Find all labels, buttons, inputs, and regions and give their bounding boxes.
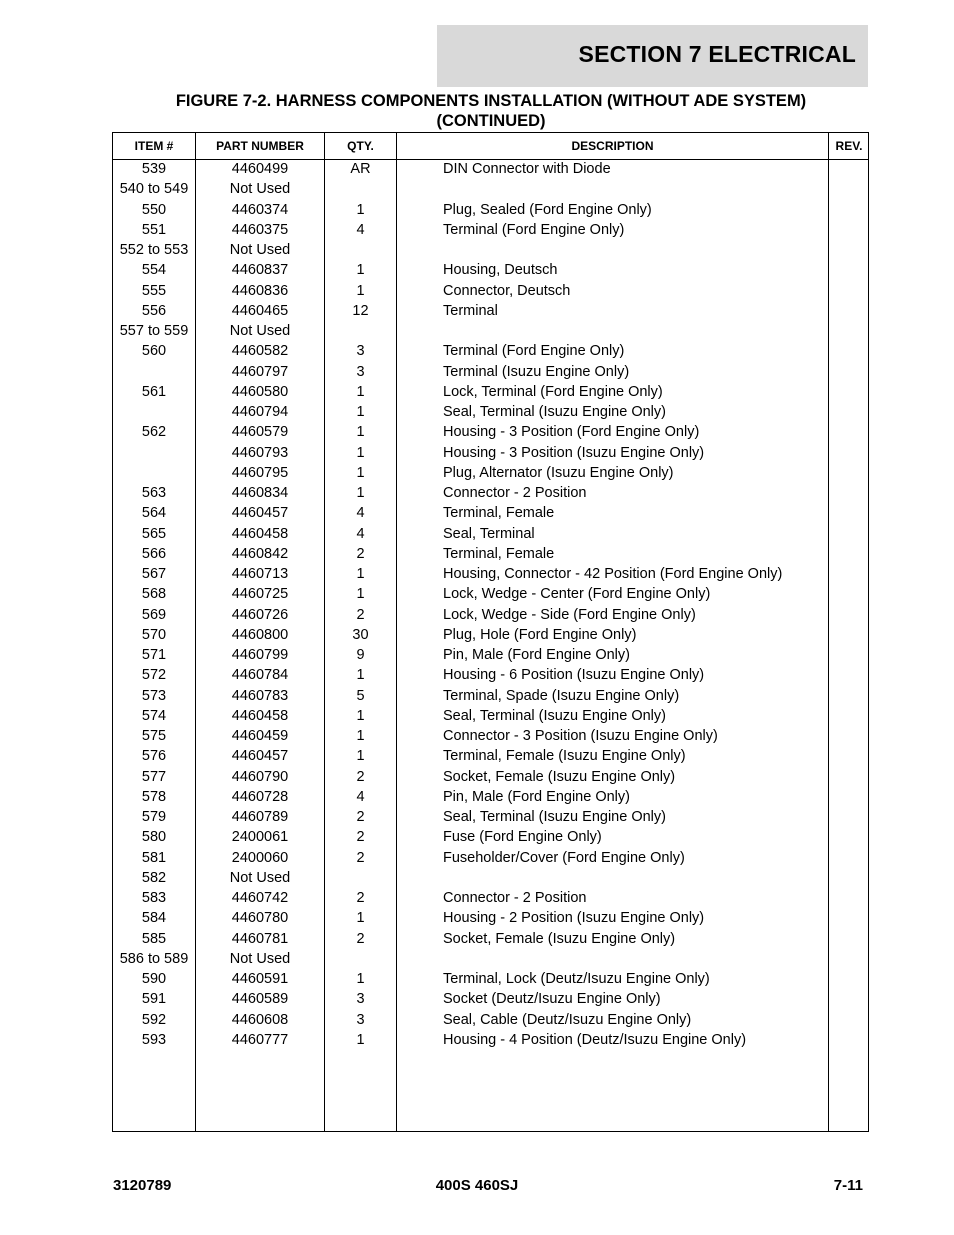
parts-table: [112, 132, 869, 1132]
table-row: [113, 787, 868, 807]
cell-item: 591: [141, 991, 167, 1008]
cell-qty: 2: [356, 890, 365, 906]
cell-item: 585: [141, 930, 167, 947]
cell-item: 576: [141, 748, 167, 765]
cell-item: 586 to 589: [119, 950, 189, 967]
table-row: [113, 665, 868, 685]
table-row: [113, 848, 868, 868]
cell-description: Housing, Deutsch: [443, 262, 558, 279]
cell-description: Socket (Deutz/Isuzu Engine Only): [443, 991, 661, 1008]
cell-qty: 3: [356, 991, 365, 1008]
cell-part-number: 4460837: [231, 262, 289, 279]
cell-description: Fuse (Ford Engine Only): [443, 829, 602, 846]
cell-description: Seal, Terminal: [443, 525, 535, 542]
cell-part-number: 4460725: [231, 586, 289, 603]
cell-description: Plug, Sealed (Ford Engine Only): [443, 201, 652, 218]
cell-item: 551: [141, 221, 167, 238]
footer-document-number: 3120789: [113, 1177, 172, 1194]
cell-qty: 4: [356, 525, 365, 542]
cell-item: 575: [141, 728, 167, 744]
table-row: [113, 382, 868, 402]
cell-item: 560: [141, 343, 167, 360]
cell-item: 540 to 549: [119, 181, 189, 198]
cell-item: 556: [141, 302, 167, 319]
cell-description: Lock, Wedge - Center (Ford Engine Only): [443, 586, 711, 603]
cell-qty: 1: [356, 485, 365, 501]
table-row: [113, 584, 868, 604]
figure-title-line2: (CONTINUED): [436, 112, 546, 130]
cell-qty: 1: [356, 586, 365, 603]
cell-description: Socket, Female (Isuzu Engine Only): [443, 930, 676, 947]
cell-part-number: 4460374: [231, 201, 289, 218]
cell-qty: 2: [356, 829, 365, 846]
cell-item: 572: [141, 667, 167, 684]
table-row: [113, 362, 868, 382]
cell-description: Housing - 6 Position (Isuzu Engine Only): [443, 667, 705, 684]
cell-part-number: 4460836: [231, 282, 289, 299]
cell-item: 557 to 559: [119, 323, 189, 339]
cell-description: Housing - 2 Position (Isuzu Engine Only): [443, 910, 705, 927]
table-row: [113, 159, 868, 179]
cell-part-number: 4460799: [231, 647, 289, 663]
section-banner: [437, 25, 868, 87]
table-row: [113, 706, 868, 726]
table-row: [113, 301, 868, 321]
cell-description: Connector - 3 Position (Isuzu Engine Only): [443, 728, 718, 744]
figure-title: [112, 91, 870, 131]
cell-qty: 1: [356, 383, 365, 400]
cell-part-number: Not Used: [229, 950, 291, 967]
cell-qty: 1: [356, 201, 365, 218]
cell-qty: 1: [356, 424, 365, 441]
cell-description: Seal, Cable (Deutz/Isuzu Engine Only): [443, 1011, 692, 1028]
cell-part-number: 4460784: [231, 667, 289, 684]
table-row: [113, 463, 868, 483]
cell-description: Connector - 2 Position: [443, 485, 587, 501]
table-row: [113, 422, 868, 442]
cell-description: Lock, Wedge - Side (Ford Engine Only): [443, 606, 696, 623]
cell-part-number: 4460458: [231, 525, 289, 542]
cell-qty: 1: [356, 728, 365, 744]
table-row: [113, 726, 868, 746]
table-row: [113, 483, 868, 503]
cell-part-number: 4460579: [231, 424, 289, 441]
table-row: [113, 989, 868, 1009]
table-row: [113, 767, 868, 787]
cell-item: 581: [141, 849, 167, 866]
cell-part-number: 4460842: [231, 545, 289, 562]
cell-description: Housing - 3 Position (Isuzu Engine Only): [443, 444, 705, 461]
cell-qty: 30: [352, 626, 369, 643]
cell-description: Connector, Deutsch: [443, 282, 571, 299]
cell-item: 570: [141, 626, 167, 643]
cell-description: Pin, Male (Ford Engine Only): [443, 788, 630, 805]
cell-description: Connector - 2 Position: [443, 890, 587, 906]
cell-qty: 3: [356, 343, 365, 360]
cell-item: 552 to 553: [119, 242, 189, 258]
cell-part-number: 4460465: [231, 302, 289, 319]
cell-description: Housing, Connector - 42 Position (Ford Engine Only): [443, 566, 783, 582]
cell-qty: 4: [356, 505, 365, 522]
cell-part-number: 4460589: [231, 991, 289, 1008]
table-row: [113, 281, 868, 301]
cell-description: Plug, Hole (Ford Engine Only): [443, 626, 637, 643]
table-row: [113, 179, 868, 199]
cell-part-number: 4460608: [231, 1011, 289, 1028]
table-row: [113, 807, 868, 827]
cell-item: 550: [141, 201, 167, 218]
cell-qty: 1: [356, 404, 365, 420]
table-row: [113, 888, 868, 908]
cell-item: 569: [141, 606, 167, 623]
cell-description: Terminal: [443, 302, 498, 319]
table-row: [113, 240, 868, 260]
cell-qty: 3: [356, 1011, 365, 1028]
cell-qty: AR: [350, 161, 371, 177]
cell-item: 574: [141, 707, 167, 724]
table-row: [113, 605, 868, 625]
table-row: [113, 908, 868, 928]
cell-description: Terminal (Isuzu Engine Only): [443, 363, 630, 380]
cell-part-number: Not Used: [229, 869, 291, 886]
column-header-description: DESCRIPTION: [571, 139, 654, 153]
cell-qty: 2: [356, 849, 365, 866]
cell-qty: 1: [356, 464, 365, 481]
column-header-qty: QTY.: [347, 139, 374, 153]
cell-part-number: 4460458: [231, 707, 289, 724]
cell-part-number: 4460580: [231, 383, 289, 400]
table-row: [113, 200, 868, 220]
cell-qty: 12: [352, 302, 369, 319]
cell-item: 579: [141, 809, 167, 825]
cell-item: 566: [141, 545, 167, 562]
cell-qty: 1: [356, 1031, 365, 1048]
cell-item: 565: [141, 525, 167, 542]
cell-item: 578: [141, 788, 167, 805]
cell-qty: 1: [356, 910, 365, 927]
cell-qty: 5: [356, 687, 365, 704]
table-row: [113, 544, 868, 564]
cell-qty: 1: [356, 566, 365, 582]
table-header: [113, 133, 868, 160]
cell-description: Housing - 3 Position (Ford Engine Only): [443, 424, 700, 441]
cell-part-number: 4460800: [231, 626, 289, 643]
cell-item: 584: [141, 910, 167, 927]
cell-part-number: 4460375: [231, 221, 289, 238]
cell-item: 555: [141, 282, 167, 299]
cell-item: 554: [141, 262, 167, 279]
column-header-rev: REV.: [835, 139, 863, 153]
cell-part-number: 4460499: [231, 161, 289, 177]
cell-description: Seal, Terminal (Isuzu Engine Only): [443, 707, 666, 724]
cell-description: Housing - 4 Position (Deutz/Isuzu Engine Only): [443, 1031, 747, 1048]
cell-item: 564: [141, 505, 167, 522]
column-header-part-number: PART NUMBER: [216, 139, 304, 153]
table-row: [113, 524, 868, 544]
column-header-item: ITEM #: [134, 139, 174, 153]
cell-item: 582: [141, 869, 167, 886]
table-row: [113, 260, 868, 280]
cell-description: Seal, Terminal (Isuzu Engine Only): [443, 809, 666, 825]
table-row: [113, 746, 868, 766]
section-title: SECTION 7 ELECTRICAL: [578, 41, 856, 67]
cell-item: 573: [141, 687, 167, 704]
footer-page-number: 7-11: [833, 1177, 863, 1194]
cell-part-number: 4460457: [231, 748, 289, 765]
cell-qty: 2: [356, 809, 365, 825]
cell-qty: 3: [356, 363, 365, 380]
cell-qty: 1: [356, 707, 365, 724]
cell-part-number: 4460777: [231, 1031, 289, 1048]
cell-description: Terminal, Female: [443, 545, 555, 562]
cell-part-number: 4460726: [231, 606, 289, 623]
table-row: [113, 686, 868, 706]
cell-part-number: 4460457: [231, 505, 289, 522]
cell-part-number: 4460783: [231, 687, 289, 704]
table-row: [113, 645, 868, 665]
cell-part-number: 4460459: [231, 728, 289, 744]
cell-qty: 2: [356, 930, 365, 947]
cell-item: 583: [141, 890, 167, 906]
cell-part-number: 4460582: [231, 343, 289, 360]
table-row: [113, 564, 868, 584]
cell-description: Socket, Female (Isuzu Engine Only): [443, 768, 676, 785]
table-row: [113, 443, 868, 463]
cell-qty: 4: [356, 221, 365, 238]
cell-qty: 2: [356, 768, 365, 785]
cell-item: 539: [141, 161, 167, 177]
cell-part-number: 4460834: [231, 485, 289, 501]
figure-title-line1: FIGURE 7-2. HARNESS COMPONENTS INSTALLATION (WITHOUT ADE SYSTEM): [175, 92, 807, 110]
cell-part-number: 4460591: [231, 971, 289, 987]
cell-item: 563: [141, 485, 167, 501]
cell-qty: 4: [356, 788, 365, 805]
cell-part-number: 4460781: [231, 930, 289, 947]
table-row: [113, 949, 868, 969]
cell-part-number: 4460713: [231, 566, 289, 582]
cell-part-number: 4460797: [231, 363, 289, 380]
table-row: [113, 929, 868, 949]
cell-description: Fuseholder/Cover (Ford Engine Only): [443, 849, 685, 866]
cell-part-number: Not Used: [229, 242, 291, 258]
table-row: [113, 321, 868, 341]
table-row: [113, 625, 868, 645]
cell-description: Pin, Male (Ford Engine Only): [443, 647, 630, 663]
cell-description: DIN Connector with Diode: [443, 161, 611, 177]
cell-item: 580: [141, 829, 167, 846]
table-row: [113, 341, 868, 361]
cell-qty: 1: [356, 748, 365, 765]
footer-model: 400S 460SJ: [435, 1177, 519, 1194]
table-row: [113, 1010, 868, 1030]
cell-item: 561: [141, 383, 167, 400]
cell-description: Terminal, Spade (Isuzu Engine Only): [443, 687, 680, 704]
cell-item: 571: [141, 647, 167, 663]
cell-description: Seal, Terminal (Isuzu Engine Only): [443, 404, 666, 420]
cell-item: 593: [141, 1031, 167, 1048]
cell-description: Terminal (Ford Engine Only): [443, 221, 625, 238]
cell-qty: 2: [356, 545, 365, 562]
cell-item: 567: [141, 566, 167, 582]
cell-part-number: 4460793: [231, 444, 289, 461]
cell-part-number: Not Used: [229, 323, 291, 339]
table-row: [113, 220, 868, 240]
table-row: [113, 969, 868, 989]
cell-qty: 1: [356, 282, 365, 299]
cell-part-number: 4460795: [231, 464, 289, 481]
cell-description: Terminal, Female: [443, 505, 555, 522]
cell-description: Terminal, Lock (Deutz/Isuzu Engine Only): [443, 971, 710, 987]
cell-part-number: 4460728: [231, 788, 289, 805]
cell-part-number: 2400060: [231, 849, 289, 866]
cell-qty: 1: [356, 444, 365, 461]
cell-qty: 1: [356, 971, 365, 987]
cell-qty: 1: [356, 262, 365, 279]
table-row: [113, 827, 868, 847]
cell-qty: 9: [356, 647, 365, 663]
table-row: [113, 1030, 868, 1050]
cell-item: 592: [141, 1011, 167, 1028]
cell-qty: 1: [356, 667, 365, 684]
cell-description: Lock, Terminal (Ford Engine Only): [443, 383, 663, 400]
cell-item: 568: [141, 586, 167, 603]
table-row: [113, 868, 868, 888]
cell-part-number: 4460790: [231, 768, 289, 785]
cell-item: 577: [141, 768, 167, 785]
table-row: [113, 503, 868, 523]
cell-description: Terminal (Ford Engine Only): [443, 343, 625, 360]
cell-part-number: 4460780: [231, 910, 289, 927]
cell-part-number: 2400061: [231, 829, 289, 846]
cell-description: Terminal, Female (Isuzu Engine Only): [443, 748, 686, 765]
cell-part-number: 4460794: [231, 404, 289, 420]
cell-part-number: 4460789: [231, 809, 289, 825]
cell-item: 590: [141, 971, 167, 987]
cell-part-number: 4460742: [231, 890, 289, 906]
cell-part-number: Not Used: [229, 181, 291, 198]
cell-qty: 2: [356, 606, 365, 623]
table-row: [113, 402, 868, 422]
cell-item: 562: [141, 424, 167, 441]
cell-description: Plug, Alternator (Isuzu Engine Only): [443, 464, 674, 481]
